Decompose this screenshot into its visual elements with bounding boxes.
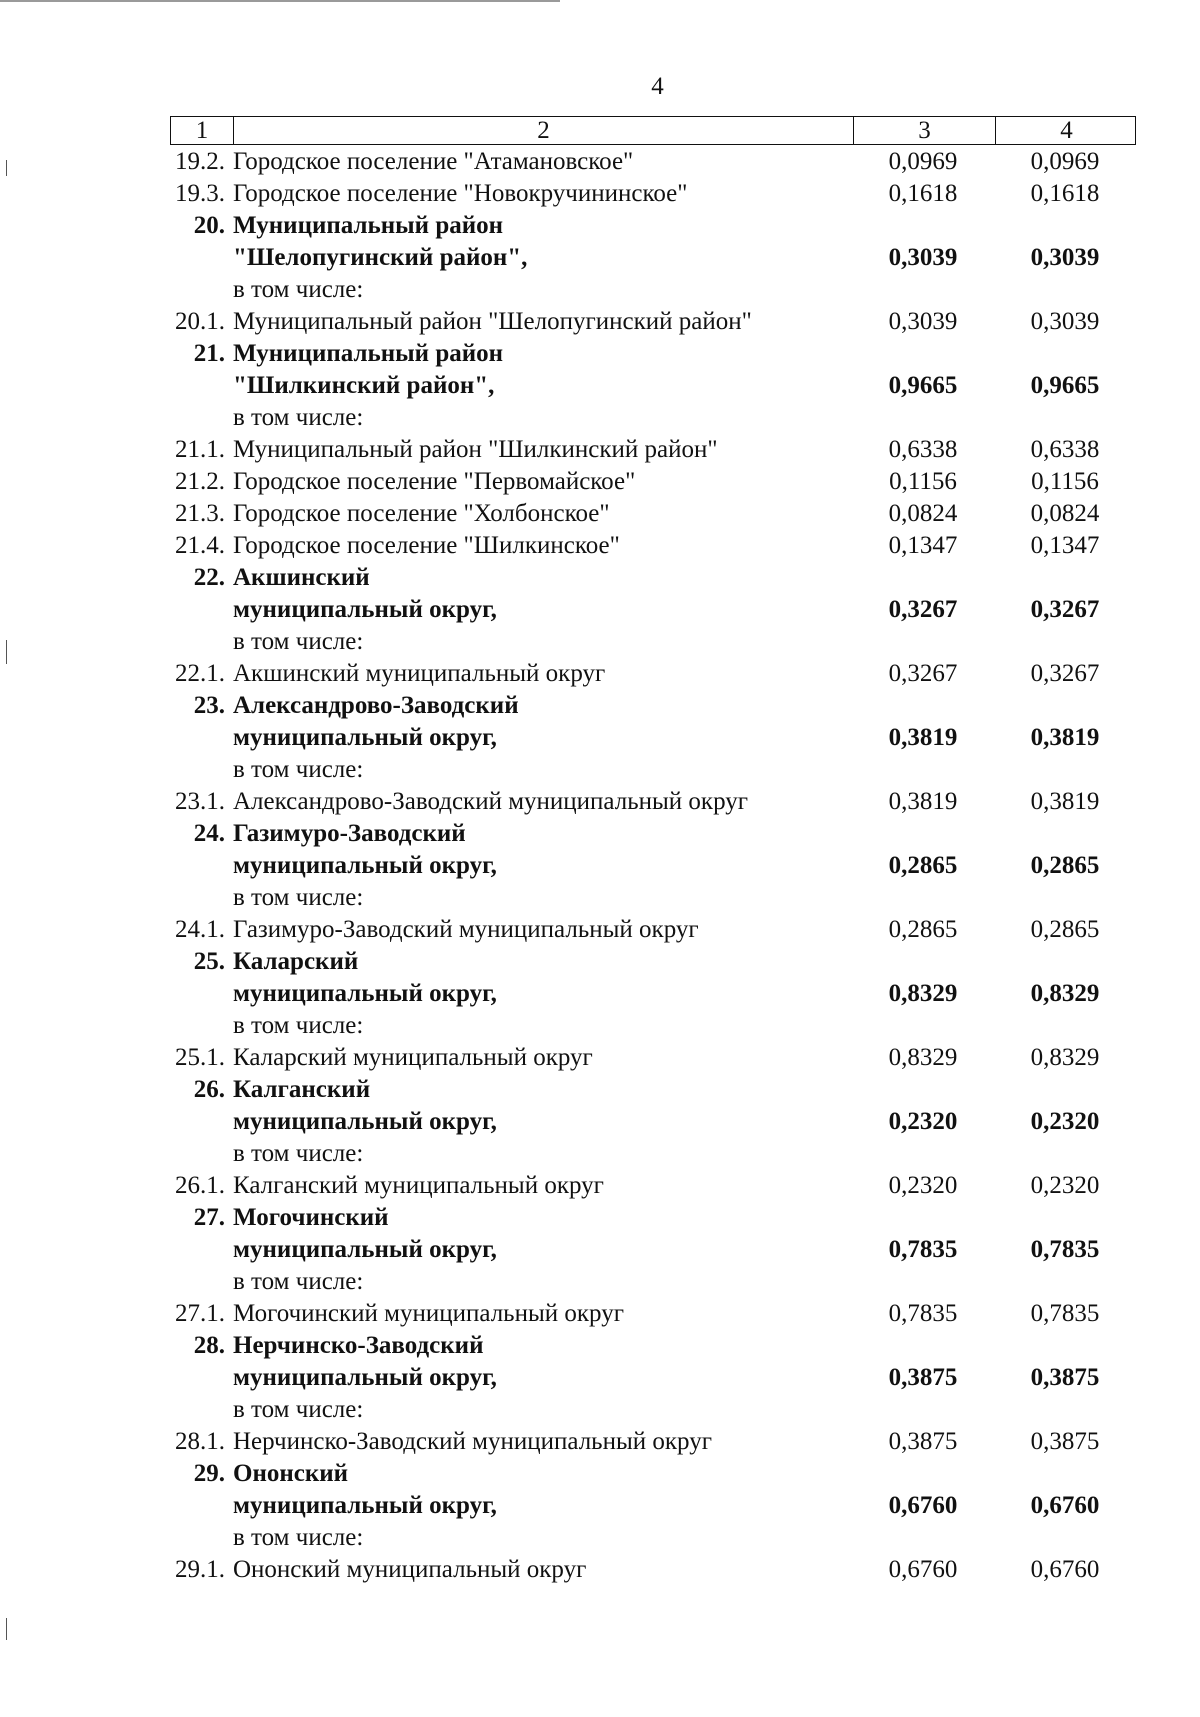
row-name-note: в том числе: — [233, 1140, 364, 1167]
row-name-line: муниципальный округ, — [233, 852, 497, 879]
scan-margin-mark — [6, 160, 7, 176]
row-name-line: муниципальный округ, — [233, 596, 497, 623]
row-value-col3: 0,3875 — [888, 1428, 958, 1455]
table-row — [170, 178, 1136, 210]
row-number: 24.1. — [175, 916, 225, 943]
row-name: Газимуро-Заводский муниципальный округ — [233, 916, 699, 943]
row-name-line: Акшинский — [233, 564, 370, 591]
row-name — [232, 562, 852, 658]
row-value-col3: 0,6760 — [888, 1492, 958, 1519]
row-value-col3: 0,2865 — [888, 916, 958, 943]
row-name-line: муниципальный округ, — [233, 980, 497, 1007]
row-number: 21.1. — [175, 436, 225, 463]
row-number: 28. — [193, 1332, 225, 1359]
row-number: 22. — [193, 564, 225, 591]
row-value-col3: 0,3267 — [888, 660, 958, 687]
allocation-table — [170, 116, 1136, 1586]
row-name: Городское поселение "Первомайское" — [233, 468, 636, 495]
table-row — [170, 434, 1136, 466]
column-header-4: 4 — [995, 117, 1137, 144]
row-name — [232, 1202, 852, 1298]
row-value-col3: 0,2320 — [888, 1172, 958, 1199]
table-row — [170, 498, 1136, 530]
row-name-line: Муниципальный район — [233, 212, 504, 239]
row-value-col3: 0,7835 — [888, 1300, 958, 1327]
row-value-col4: 0,3267 — [1030, 596, 1100, 623]
row-value-col4: 0,3819 — [1030, 788, 1100, 815]
row-number: 25. — [193, 948, 225, 975]
row-value-col3: 0,1618 — [888, 180, 958, 207]
row-number: 29.1. — [175, 1556, 225, 1583]
row-name — [232, 210, 852, 306]
row-name — [232, 1458, 852, 1554]
row-name-line: "Шилкинский район", — [233, 372, 495, 399]
row-name: Городское поселение "Холбонское" — [233, 500, 610, 527]
table-section-row — [170, 1202, 1136, 1298]
row-name-line: Калганский — [233, 1076, 371, 1103]
row-value-col4: 0,3875 — [1030, 1364, 1100, 1391]
scan-edge-line — [0, 0, 560, 2]
row-name: Муниципальный район "Шелопугинский район" — [233, 308, 752, 335]
table-section-row — [170, 210, 1136, 306]
table-section-row — [170, 690, 1136, 786]
row-name-note: в том числе: — [233, 1396, 364, 1423]
row-name-note: в том числе: — [233, 276, 364, 303]
row-value-col3: 0,6760 — [888, 1556, 958, 1583]
column-header-3: 3 — [853, 117, 995, 144]
row-number: 27. — [193, 1204, 225, 1231]
row-number: 20. — [193, 212, 225, 239]
row-value-col3: 0,2320 — [888, 1108, 958, 1135]
row-name-note: в том числе: — [233, 1524, 364, 1551]
row-value-col4: 0,1347 — [1030, 532, 1100, 559]
row-value-col4: 0,2320 — [1030, 1172, 1100, 1199]
row-name-line: муниципальный округ, — [233, 1108, 497, 1135]
row-name-note: в том числе: — [233, 1012, 364, 1039]
scan-margin-mark — [6, 1618, 7, 1640]
row-value-col3: 0,1347 — [888, 532, 958, 559]
row-value-col3: 0,3819 — [888, 724, 958, 751]
row-name-note: в том числе: — [233, 884, 364, 911]
table-row — [170, 1554, 1136, 1586]
table-section-row — [170, 1458, 1136, 1554]
row-value-col3: 0,3039 — [888, 244, 958, 271]
column-header-2: 2 — [233, 117, 853, 144]
row-value-col3: 0,2865 — [888, 852, 958, 879]
row-name-line: Газимуро-Заводский — [233, 820, 466, 847]
row-name-line: Александрово-Заводский — [233, 692, 519, 719]
row-name-note: в том числе: — [233, 756, 364, 783]
row-name-line: "Шелопугинский район", — [233, 244, 528, 271]
row-number: 29. — [193, 1460, 225, 1487]
row-value-col4: 0,3039 — [1030, 308, 1100, 335]
row-name: Нерчинско-Заводский муниципальный округ — [233, 1428, 712, 1455]
row-value-col4: 0,8329 — [1030, 980, 1100, 1007]
table-row — [170, 1426, 1136, 1458]
row-value-col3: 0,3039 — [888, 308, 958, 335]
row-name — [232, 690, 852, 786]
row-name — [232, 1330, 852, 1426]
row-name-line: муниципальный округ, — [233, 1364, 497, 1391]
row-value-col3: 0,6338 — [888, 436, 958, 463]
row-name-line: муниципальный округ, — [233, 1236, 497, 1263]
table-row — [170, 914, 1136, 946]
row-name: Городское поселение "Шилкинское" — [233, 532, 620, 559]
row-name: Городское поселение "Новокручининское" — [233, 180, 688, 207]
row-value-col4: 0,0969 — [1030, 148, 1100, 175]
row-number: 24. — [193, 820, 225, 847]
table-row — [170, 530, 1136, 562]
row-number: 19.3. — [175, 180, 225, 207]
row-value-col4: 0,8329 — [1030, 1044, 1100, 1071]
row-number: 21.4. — [175, 532, 225, 559]
row-name: Муниципальный район "Шилкинский район" — [233, 436, 718, 463]
row-value-col4: 0,3267 — [1030, 660, 1100, 687]
row-name: Акшинский муниципальный округ — [233, 660, 606, 687]
row-value-col4: 0,6760 — [1030, 1492, 1100, 1519]
row-name-line: Каларский — [233, 948, 359, 975]
row-value-col4: 0,2865 — [1030, 916, 1100, 943]
table-section-row — [170, 946, 1136, 1042]
row-number: 23.1. — [175, 788, 225, 815]
row-name-line: Нерчинско-Заводский — [233, 1332, 484, 1359]
row-value-col3: 0,0824 — [888, 500, 958, 527]
table-section-row — [170, 562, 1136, 658]
row-value-col4: 0,3039 — [1030, 244, 1100, 271]
row-name-note: в том числе: — [233, 1268, 364, 1295]
row-number: 26. — [193, 1076, 225, 1103]
row-number: 23. — [193, 692, 225, 719]
table-row — [170, 658, 1136, 690]
row-value-col3: 0,0969 — [888, 148, 958, 175]
row-name: Могочинский муниципальный округ — [233, 1300, 624, 1327]
row-value-col4: 0,7835 — [1030, 1300, 1100, 1327]
row-name-line: муниципальный округ, — [233, 1492, 497, 1519]
row-value-col3: 0,3267 — [888, 596, 958, 623]
row-name: Каларский муниципальный округ — [233, 1044, 593, 1071]
table-section-row — [170, 1330, 1136, 1426]
row-value-col4: 0,1156 — [1031, 468, 1099, 495]
row-value-col4: 0,3819 — [1030, 724, 1100, 751]
row-value-col4: 0,1618 — [1030, 180, 1100, 207]
row-name-note: в том числе: — [233, 628, 364, 655]
scan-margin-mark — [6, 640, 7, 664]
row-name — [232, 818, 852, 914]
row-number: 20.1. — [175, 308, 225, 335]
row-number: 28.1. — [175, 1428, 225, 1455]
row-number: 25.1. — [175, 1044, 225, 1071]
column-header-1: 1 — [195, 117, 209, 144]
row-value-col4: 0,3875 — [1030, 1428, 1100, 1455]
table-row — [170, 306, 1136, 338]
row-value-col3: 0,7835 — [888, 1236, 958, 1263]
row-name-line: муниципальный округ, — [233, 724, 497, 751]
row-value-col4: 0,2865 — [1030, 852, 1100, 879]
table-header-row — [170, 116, 1136, 145]
row-name — [232, 946, 852, 1042]
table-row — [170, 1042, 1136, 1074]
table-row — [170, 786, 1136, 818]
row-name: Городское поселение "Атамановское" — [233, 148, 634, 175]
row-value-col3: 0,3875 — [888, 1364, 958, 1391]
table-section-row — [170, 338, 1136, 434]
row-name-note: в том числе: — [233, 404, 364, 431]
row-value-col4: 0,9665 — [1030, 372, 1100, 399]
table-section-row — [170, 818, 1136, 914]
row-value-col3: 0,8329 — [888, 1044, 958, 1071]
row-name: Александрово-Заводский муниципальный округ — [233, 788, 748, 815]
row-name: Ононский муниципальный округ — [233, 1556, 587, 1583]
row-number: 21. — [193, 340, 225, 367]
table-body — [170, 146, 1136, 1586]
row-name-line: Муниципальный район — [233, 340, 504, 367]
table-row — [170, 146, 1136, 178]
table-row — [170, 1298, 1136, 1330]
row-value-col4: 0,2320 — [1030, 1108, 1100, 1135]
table-row — [170, 466, 1136, 498]
row-value-col4: 0,0824 — [1030, 500, 1100, 527]
row-name-line: Могочинский — [233, 1204, 389, 1231]
row-value-col4: 0,7835 — [1030, 1236, 1100, 1263]
row-name — [232, 338, 852, 434]
row-value-col3: 0,8329 — [888, 980, 958, 1007]
row-number: 27.1. — [175, 1300, 225, 1327]
row-value-col3: 0,1156 — [889, 468, 957, 495]
row-number: 26.1. — [175, 1172, 225, 1199]
row-number: 19.2. — [175, 148, 225, 175]
table-section-row — [170, 1074, 1136, 1170]
row-number: 22.1. — [175, 660, 225, 687]
row-number: 21.2. — [175, 468, 225, 495]
row-value-col4: 0,6760 — [1030, 1556, 1100, 1583]
row-value-col4: 0,6338 — [1030, 436, 1100, 463]
row-number: 21.3. — [175, 500, 225, 527]
row-name — [232, 1074, 852, 1170]
row-value-col3: 0,3819 — [888, 788, 958, 815]
page-number: 4 — [651, 73, 664, 100]
row-value-col3: 0,9665 — [888, 372, 958, 399]
row-name-line: Ононский — [233, 1460, 349, 1487]
row-name: Калганский муниципальный округ — [233, 1172, 604, 1199]
table-row — [170, 1170, 1136, 1202]
